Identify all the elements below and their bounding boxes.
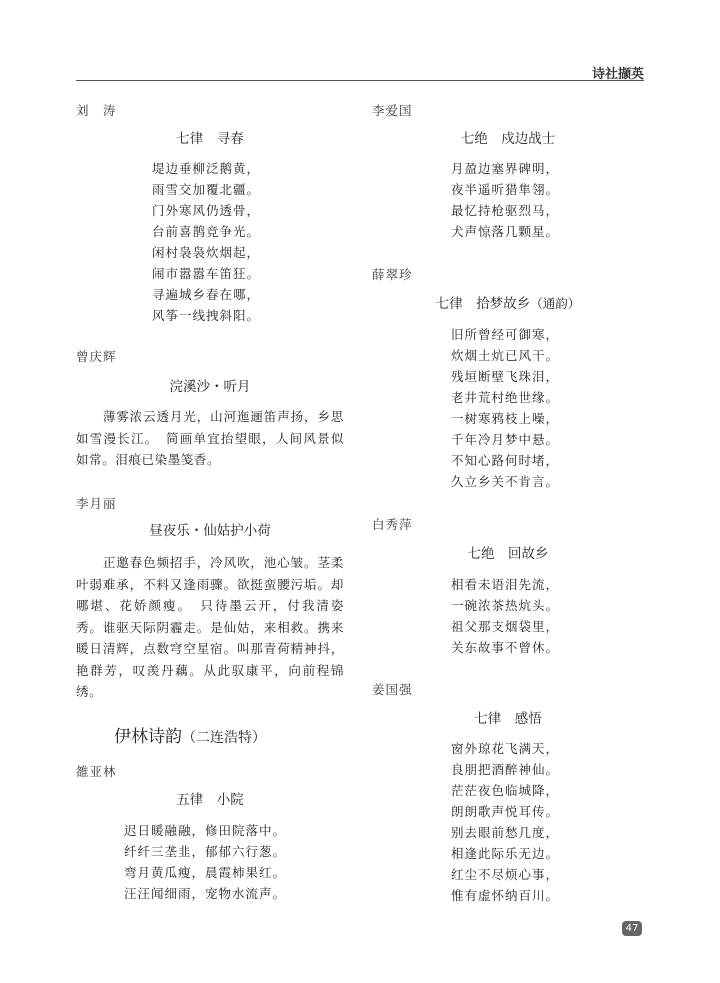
- poem-line: 闹市嚣嚣车笛狂。: [152, 266, 261, 281]
- author-bai-xiuping: 白秀萍: [372, 517, 413, 532]
- poem-line: 惟有虚怀纳百川。: [451, 888, 560, 903]
- poem-shimeng: [451, 324, 559, 492]
- poem-line: 相看未语泪先流，: [451, 577, 560, 592]
- poem-line: 关东故事不曾休。: [451, 640, 560, 655]
- poem-huiguxiang: [451, 574, 559, 658]
- poem-title-zhouyele: 昼夜乐・仙姑护小荷: [149, 523, 271, 539]
- poem-line: 风筝一线拽斜阳。: [152, 308, 261, 323]
- poem-xiaoyuan: [124, 820, 286, 904]
- poem-line: 寻遍城乡春在哪，: [152, 287, 261, 302]
- poem-line: 纤纤三垄韭，郁郁六行葱。: [124, 844, 287, 859]
- poem-title-ganwu: 七律 感悟: [474, 711, 542, 727]
- section-title-main: 伊林诗韵: [114, 727, 182, 747]
- author-li-aiguo: 李爱国: [372, 103, 413, 118]
- poem-line: 雨雪交加覆北疆。: [152, 182, 261, 197]
- poem-line: 良朋把酒醉神仙。: [451, 762, 560, 777]
- poem-line: 旧所曾经可御寒，: [451, 327, 560, 342]
- section-label: 诗社撷英: [591, 67, 644, 82]
- poem-line: 闲村袅袅炊烟起，: [152, 245, 261, 260]
- poem-line: 茫茫夜色临城降，: [451, 783, 560, 798]
- poem-title-shubian: 七绝 戍边战士: [460, 131, 556, 147]
- poem-shubian: [451, 158, 559, 242]
- poem-line: 一碗浓茶热炕头。: [451, 598, 560, 613]
- author-li-yueli: 李月丽: [76, 496, 117, 511]
- poem-line: 残垣断壁飞珠泪，: [451, 369, 560, 384]
- ci-tingyue: 薄雾浓云透月光，山河迤逦笛声扬，乡思如雪漫长江。 简画单宜抬望眼，人间风景似如常。泪痕已染墨笺香。: [76, 409, 344, 467]
- poem-line: 不知心路何时堵，: [451, 453, 560, 468]
- poem-title-text: 七律 拾梦故乡: [435, 296, 531, 312]
- poem-line: 最忆持枪驱烈马，: [451, 203, 560, 218]
- poem-line: 汪汪闻细雨，宠物水流声。: [124, 886, 287, 901]
- poem-line: 千年冷月梦中悬。: [451, 432, 560, 447]
- author-jiang-guoqiang: 姜国强: [372, 682, 413, 697]
- poem-line: 犬声惊落几颗星。: [451, 224, 560, 239]
- section-title: [114, 722, 266, 747]
- poem-line: 别去眼前愁几度，: [451, 825, 560, 840]
- poem-title-tingyue: 浣溪沙・听月: [169, 379, 251, 395]
- poem-line: 迟日暖融融，修田院落中。: [124, 823, 287, 838]
- poem-line: 红尘不尽烦心事，: [451, 867, 560, 882]
- poem-title-xunchun: 七律 寻春: [176, 131, 244, 147]
- author-liu-tao: 刘 涛: [76, 103, 117, 118]
- poem-line: 炊烟土炕已风干。: [451, 348, 560, 363]
- poem-title-huiguxiang: 七绝 回故乡: [467, 546, 549, 562]
- header-rule: [76, 80, 644, 81]
- poem-ganwu: [451, 738, 559, 906]
- poem-xunchun: [152, 158, 260, 326]
- section-title-sub: （二连浩特）: [182, 730, 266, 746]
- poem-title-shimeng: [372, 292, 644, 312]
- author-xue-cuizhen: 薛翠珍: [372, 267, 413, 282]
- page-number-badge: 47: [622, 921, 642, 936]
- poem-line: 久立乡关不肯言。: [451, 474, 560, 489]
- poem-line: 一树寒鸦枝上噪，: [451, 411, 560, 426]
- poem-title-note: （通韵）: [530, 296, 581, 311]
- poem-line: 堤边垂柳泛鹅黄，: [152, 161, 261, 176]
- poem-line: 祖父那支烟袋里，: [451, 619, 560, 634]
- poem-line: 老井荒村绝世缘。: [451, 390, 560, 405]
- author-zhi-yalin: 雒亚林: [76, 764, 117, 779]
- poem-line: 门外寒风仍透骨，: [152, 203, 261, 218]
- poem-line: 窗外琼花飞满天，: [451, 741, 560, 756]
- ci-zhouyele: 正邀春色频招手，冷风吹，池心皱。茎柔叶弱难承，不料又逢雨骤。欲挺蛮腰污垢。却哪堪、花娇颜瘦。 只待墨云开，付我清姿秀。谁驱天际阴霾走。是仙姑，来相救。携来暖日清辉，点数穹空星宿。叫那青荷精神抖，艳群芳，叹羡丹藕。从此驭康平，向前程锦绣。: [76, 555, 344, 699]
- poem-line: 朗朗歌声悦耳传。: [451, 804, 560, 819]
- poem-line: 台前喜鹊竞争光。: [152, 224, 261, 239]
- poem-line: 月盈边塞界碑明，: [451, 161, 560, 176]
- poem-title-xiaoyuan: 五律 小院: [176, 792, 244, 808]
- author-zeng-qinghui: 曾庆辉: [76, 349, 117, 364]
- poem-line: 弯月黄瓜瘦，晨霞柿果红。: [124, 865, 287, 880]
- poem-line: 夜半遥听猎隼翎。: [451, 182, 560, 197]
- poem-line: 相逢此际乐无边。: [451, 846, 560, 861]
